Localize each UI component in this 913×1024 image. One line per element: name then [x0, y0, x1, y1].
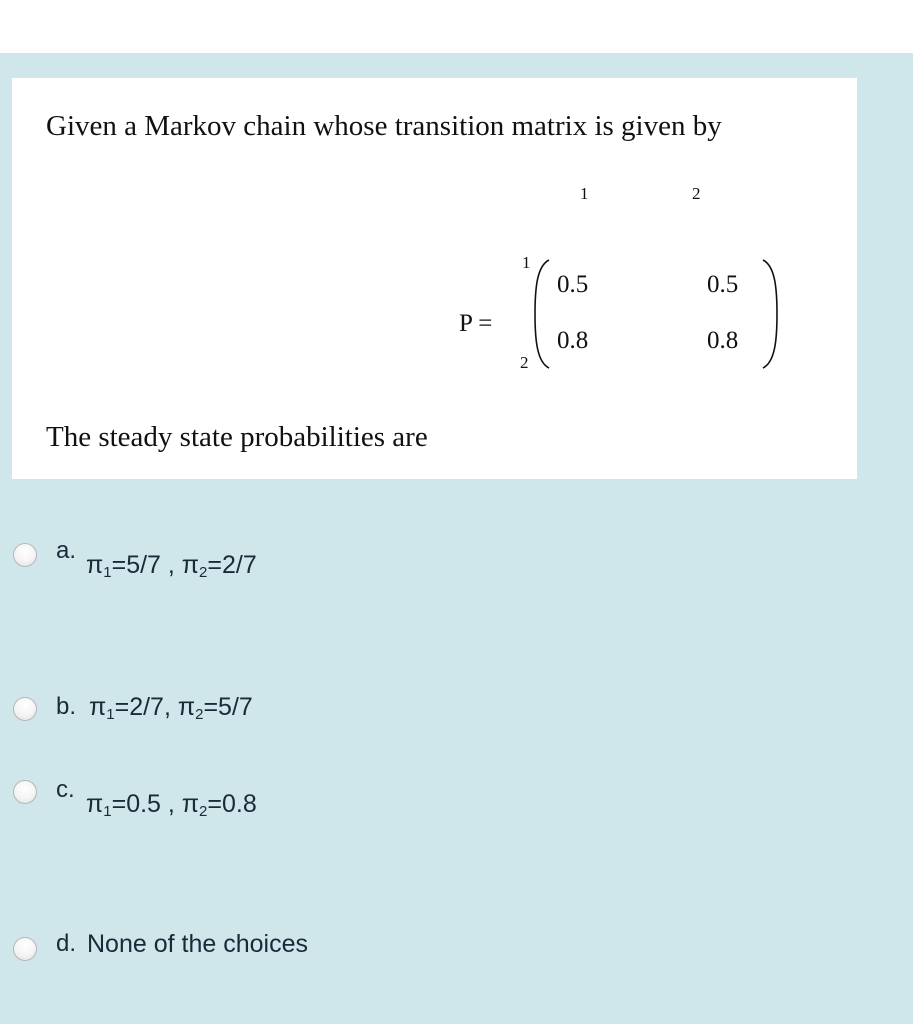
matrix-cell-1-2: 0.5	[707, 271, 739, 298]
option-a[interactable]	[0, 537, 320, 585]
matrix-cell-2-1: 0.8	[557, 327, 589, 354]
matrix-cell-1-1: 0.5	[557, 271, 589, 298]
matrix-row-label-1: 1	[522, 253, 531, 272]
option-b-text: $\pi_1=2/7$, $\pi_2=5/7$	[89, 693, 253, 723]
option-b-letter: b.	[56, 693, 77, 720]
option-c-text: $\pi_1=0.5$ , $\pi_2=0.8$	[86, 790, 257, 820]
option-c-radio[interactable]	[13, 780, 37, 804]
option-b[interactable]	[0, 690, 320, 738]
matrix-row-label-2: 2	[520, 353, 529, 372]
question-intro: Given a Markov chain whose transition matrix is given by	[46, 110, 722, 142]
option-a-letter: a.	[56, 537, 77, 564]
option-d[interactable]	[0, 928, 380, 976]
matrix-right-bracket	[760, 258, 780, 370]
matrix-left-bracket	[532, 258, 552, 370]
matrix-column-label-2: 2	[692, 184, 701, 203]
matrix-column-label-1: 1	[580, 184, 589, 203]
option-a-radio[interactable]	[13, 543, 37, 567]
question-card	[12, 78, 857, 479]
option-a-text: $\pi_1=5/7$ , $\pi_2=2/7$	[86, 551, 257, 581]
matrix-label: P =	[459, 310, 493, 337]
option-c-letter: c.	[56, 776, 75, 803]
option-d-letter: d.	[56, 930, 77, 957]
option-c[interactable]	[0, 776, 320, 824]
option-d-text: None of the choices	[87, 930, 308, 958]
option-d-radio[interactable]	[13, 937, 37, 961]
option-b-radio[interactable]	[13, 697, 37, 721]
matrix-cell-2-2: 0.8	[707, 327, 739, 354]
question-prompt: The steady state probabilities are	[46, 421, 428, 453]
